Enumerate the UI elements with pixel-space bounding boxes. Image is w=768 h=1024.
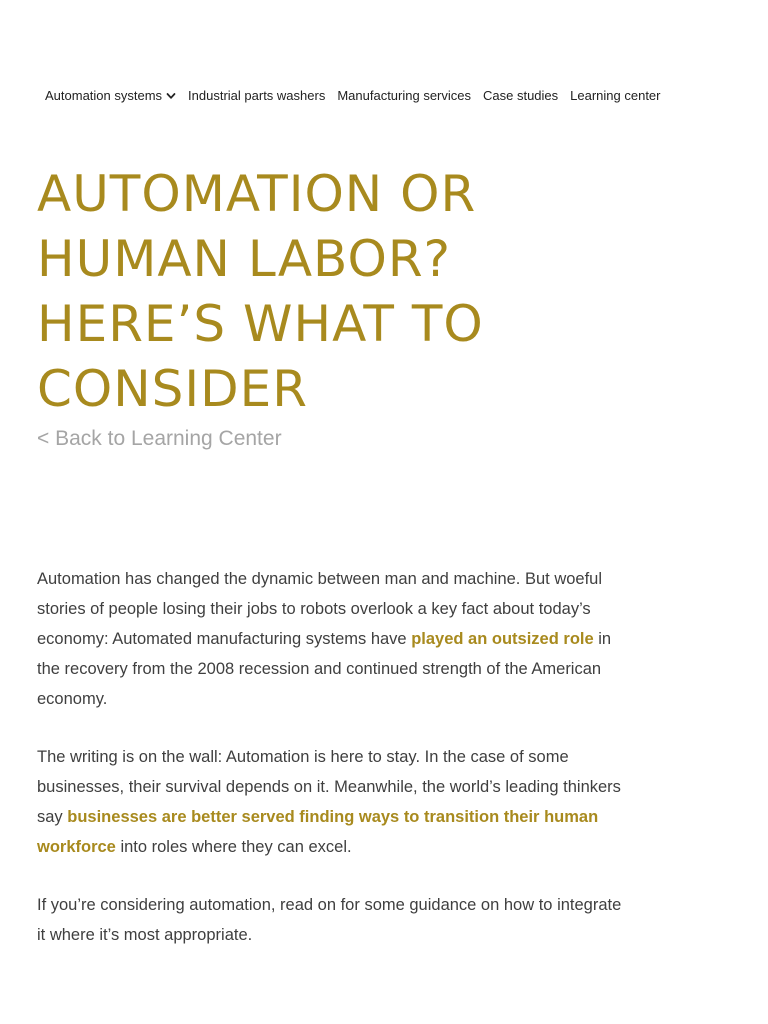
nav-item-label: Automation systems [45, 88, 163, 103]
nav-item-manufacturing-services[interactable] [337, 88, 471, 103]
played-an-outsized-role-link[interactable]: played an outsized role [411, 630, 594, 648]
nav-item-label: Case studies [483, 88, 559, 103]
article-paragraph [37, 742, 627, 862]
paragraph-text: into roles where they can excel. [115, 838, 352, 856]
nav-item-case-studies[interactable] [483, 88, 558, 103]
main-nav [45, 88, 673, 103]
paragraph-text: in the recovery from the 2008 recession and continued strength of the American economy. [37, 630, 612, 708]
back-to-learning-center-link[interactable]: < Back to Learning Center [37, 427, 282, 450]
article-body [37, 564, 627, 978]
paragraph-text: Automation has changed the dynamic between man and machine. But woeful stories of people losing their jobs to robots overlook a key fact about today’s economy: Automated manufacturing systems have [37, 570, 603, 648]
nav-item-label: Industrial parts washers [188, 88, 326, 103]
nav-item-learning-center[interactable] [570, 88, 660, 103]
transition-workforce-link[interactable]: businesses are better served finding ways to transition their human workforce [37, 808, 599, 856]
nav-item-industrial-parts-washers[interactable] [188, 88, 325, 103]
nav-item-label: Manufacturing services [337, 88, 471, 103]
paragraph-text: If you’re considering automation, read on for some guidance on how to integrate it where it’s most appropriate. [37, 896, 622, 944]
paragraph-text: The writing is on the wall: Automation is here to stay. In the case of some businesses, their survival depends on it. Meanwhile, the world’s leading thinkers say [37, 748, 621, 826]
nav-item-automation-systems[interactable] [45, 88, 176, 103]
article-paragraph [37, 564, 627, 714]
chevron-down-icon[interactable] [166, 91, 176, 101]
page-title: AUTOMATION OR HUMAN LABOR? HERE’S WHAT TO CONSIDER [37, 165, 484, 418]
nav-item-label: Learning center [570, 88, 661, 103]
article-paragraph [37, 890, 627, 950]
